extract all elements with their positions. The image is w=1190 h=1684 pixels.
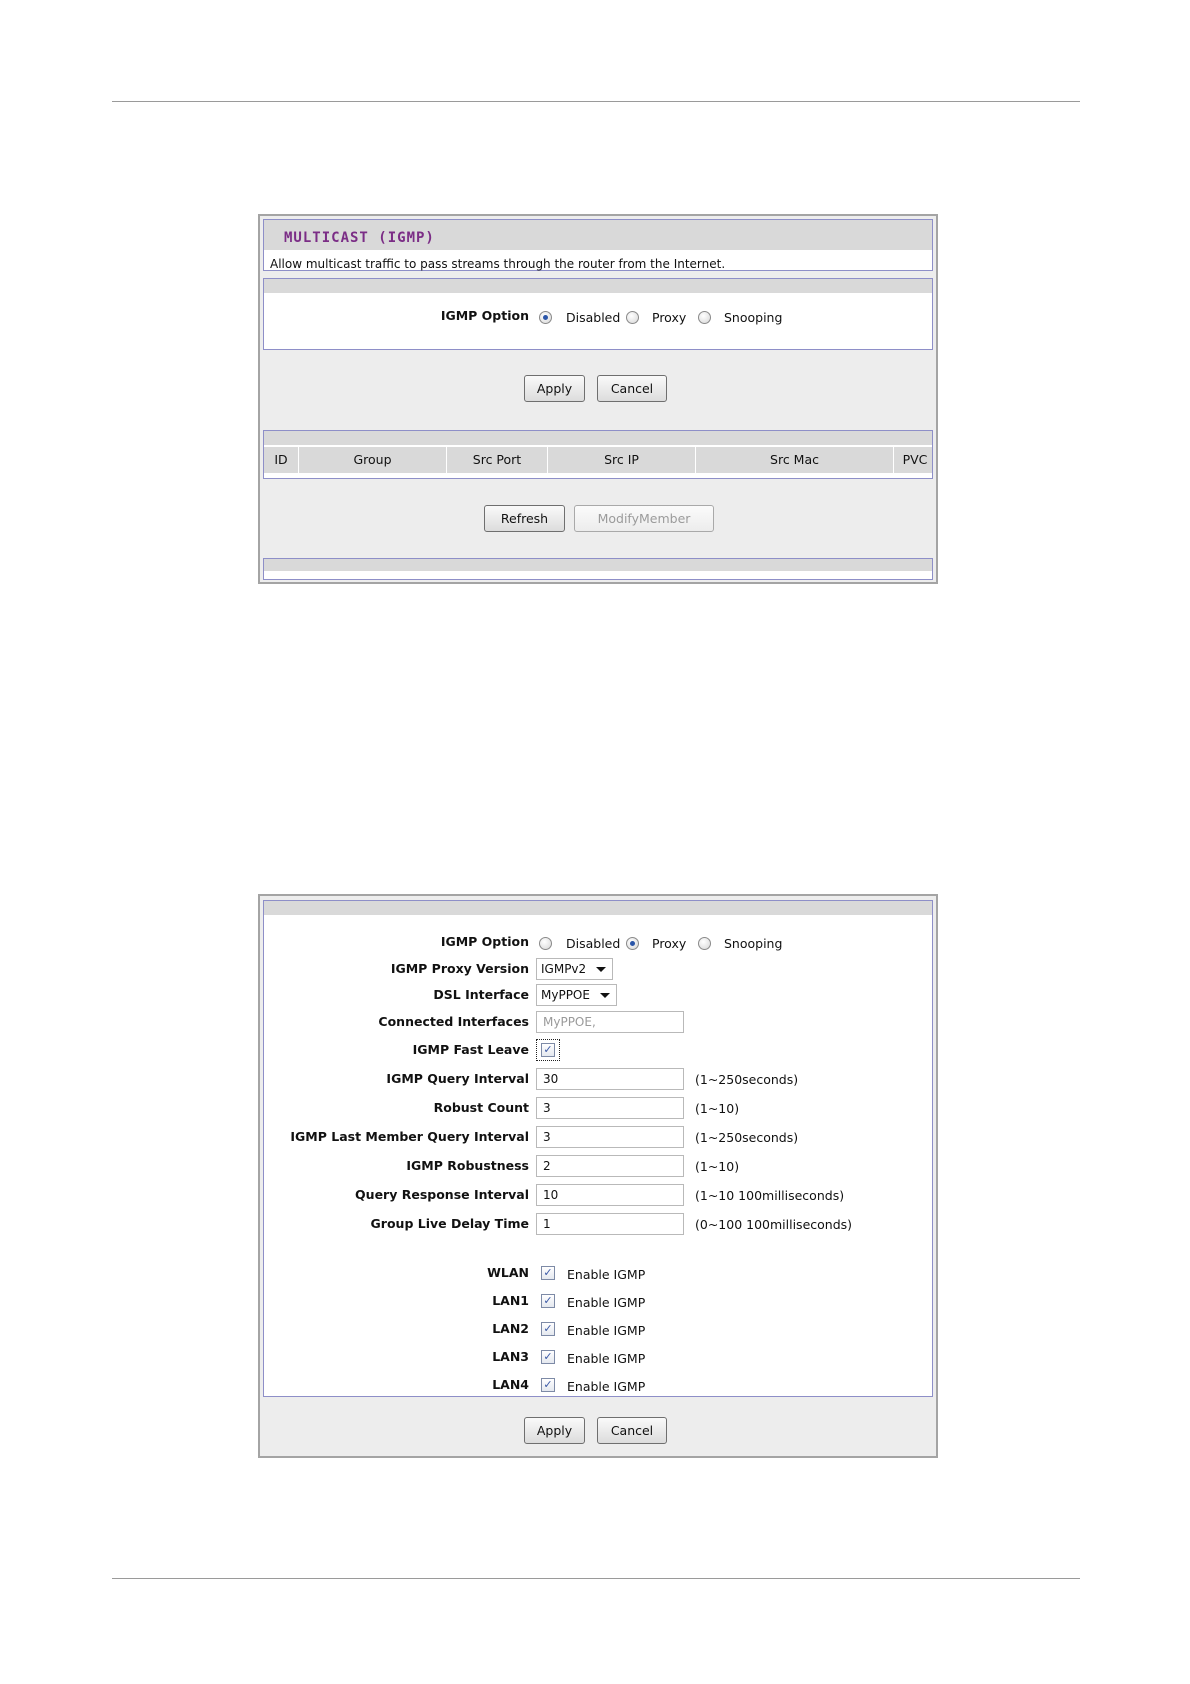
- multicast-panel-proxy: [258, 894, 938, 1458]
- igmp-snooping-label: Snooping: [724, 936, 783, 951]
- query-response-field[interactable]: 10: [536, 1184, 684, 1206]
- fast-leave-label: IGMP Fast Leave: [412, 1042, 529, 1057]
- dsl-interface-label: DSL Interface: [433, 987, 529, 1002]
- lan4-enable-checkbox[interactable]: ✓: [541, 1378, 555, 1392]
- query-interval-field[interactable]: 30: [536, 1068, 684, 1090]
- igmp-proxy-radio[interactable]: [626, 937, 639, 950]
- bottom-rule: [112, 1578, 1080, 1579]
- igmp-proxy-label: Proxy: [652, 936, 687, 951]
- lan4-label: LAN4: [492, 1377, 529, 1392]
- page-title: MULTICAST (IGMP): [284, 230, 435, 246]
- col-src-mac: Src Mac: [696, 447, 894, 473]
- fast-leave-checkbox[interactable]: ✓: [541, 1043, 555, 1057]
- cancel-button[interactable]: Cancel: [597, 1417, 667, 1444]
- footer-box: [263, 558, 933, 580]
- query-interval-hint: (1~250seconds): [695, 1072, 799, 1087]
- lan3-enable-label: Enable IGMP: [567, 1351, 646, 1366]
- refresh-button[interactable]: Refresh: [484, 505, 565, 532]
- col-src-ip: Src IP: [548, 447, 696, 473]
- proxy-version-value: IGMPv2: [541, 962, 587, 976]
- robustness-hint: (1~10): [695, 1159, 740, 1174]
- robustness-label: IGMP Robustness: [406, 1158, 529, 1173]
- igmp-snooping-radio[interactable]: [698, 311, 711, 324]
- apply-button[interactable]: Apply: [524, 1417, 585, 1444]
- igmp-proxy-label: Proxy: [652, 310, 687, 325]
- last-member-query-label: IGMP Last Member Query Interval: [290, 1129, 529, 1144]
- dsl-interface-value: MyPPOE: [541, 988, 590, 1002]
- lan4-enable-label: Enable IGMP: [567, 1379, 646, 1394]
- lan3-label: LAN3: [492, 1349, 529, 1364]
- query-response-label: Query Response Interval: [355, 1187, 529, 1202]
- lan1-enable-checkbox[interactable]: ✓: [541, 1294, 555, 1308]
- page-description: Allow multicast traffic to pass streams through the router from the Internet.: [270, 257, 726, 271]
- chevron-down-icon: [600, 993, 610, 998]
- igmp-disabled-label: Disabled: [566, 310, 621, 325]
- col-pvc: PVC: [902, 452, 928, 467]
- table-header: [264, 447, 932, 473]
- wlan-enable-checkbox[interactable]: ✓: [541, 1266, 555, 1280]
- proxy-version-select[interactable]: [536, 958, 613, 980]
- robustness-field[interactable]: 2: [536, 1155, 684, 1177]
- igmp-snooping-label: Snooping: [724, 310, 783, 325]
- robust-count-field[interactable]: 3: [536, 1097, 684, 1119]
- section-bar: [264, 901, 932, 915]
- lan1-enable-label: Enable IGMP: [567, 1295, 646, 1310]
- group-live-delay-hint: (0~100 100milliseconds): [695, 1217, 853, 1232]
- header-box: [263, 219, 933, 271]
- lan2-label: LAN2: [492, 1321, 529, 1336]
- apply-button[interactable]: Apply: [524, 375, 585, 402]
- igmp-proxy-radio[interactable]: [626, 311, 639, 324]
- lan2-enable-label: Enable IGMP: [567, 1323, 646, 1338]
- robust-count-label: Robust Count: [433, 1100, 529, 1115]
- col-id: ID: [264, 447, 299, 473]
- connected-interfaces-field[interactable]: MyPPOE,: [536, 1011, 684, 1033]
- query-response-hint: (1~10 100milliseconds): [695, 1188, 845, 1203]
- chevron-down-icon: [596, 967, 606, 972]
- dsl-interface-select[interactable]: [536, 984, 617, 1006]
- igmp-option-label: IGMP Option: [440, 308, 529, 323]
- group-live-delay-field[interactable]: 1: [536, 1213, 684, 1235]
- igmp-option-box: [263, 278, 933, 350]
- igmp-disabled-radio[interactable]: [539, 937, 552, 950]
- lan3-enable-checkbox[interactable]: ✓: [541, 1350, 555, 1364]
- connected-interfaces-label: Connected Interfaces: [378, 1014, 529, 1029]
- multicast-panel-disabled: [258, 214, 938, 584]
- top-rule: [112, 101, 1080, 102]
- lan1-label: LAN1: [492, 1293, 529, 1308]
- query-interval-label: IGMP Query Interval: [386, 1071, 529, 1086]
- col-src-port: Src Port: [447, 447, 548, 473]
- col-group: Group: [299, 447, 447, 473]
- group-live-delay-label: Group Live Delay Time: [370, 1216, 529, 1231]
- section-bar: [264, 279, 932, 293]
- member-table: [263, 430, 933, 479]
- table-top-bar: [264, 431, 932, 445]
- wlan-label: WLAN: [487, 1265, 529, 1280]
- modify-member-button[interactable]: ModifyMember: [574, 505, 714, 532]
- igmp-disabled-radio[interactable]: [539, 311, 552, 324]
- last-member-query-hint: (1~250seconds): [695, 1130, 799, 1145]
- igmp-disabled-label: Disabled: [566, 936, 621, 951]
- last-member-query-field[interactable]: 3: [536, 1126, 684, 1148]
- footer-bar: [264, 559, 932, 571]
- igmp-option-label: IGMP Option: [440, 934, 529, 949]
- robust-count-hint: (1~10): [695, 1101, 740, 1116]
- igmp-snooping-radio[interactable]: [698, 937, 711, 950]
- proxy-version-label: IGMP Proxy Version: [390, 961, 529, 976]
- proxy-settings-box: [263, 900, 933, 1397]
- wlan-enable-label: Enable IGMP: [567, 1267, 646, 1282]
- lan2-enable-checkbox[interactable]: ✓: [541, 1322, 555, 1336]
- cancel-button[interactable]: Cancel: [597, 375, 667, 402]
